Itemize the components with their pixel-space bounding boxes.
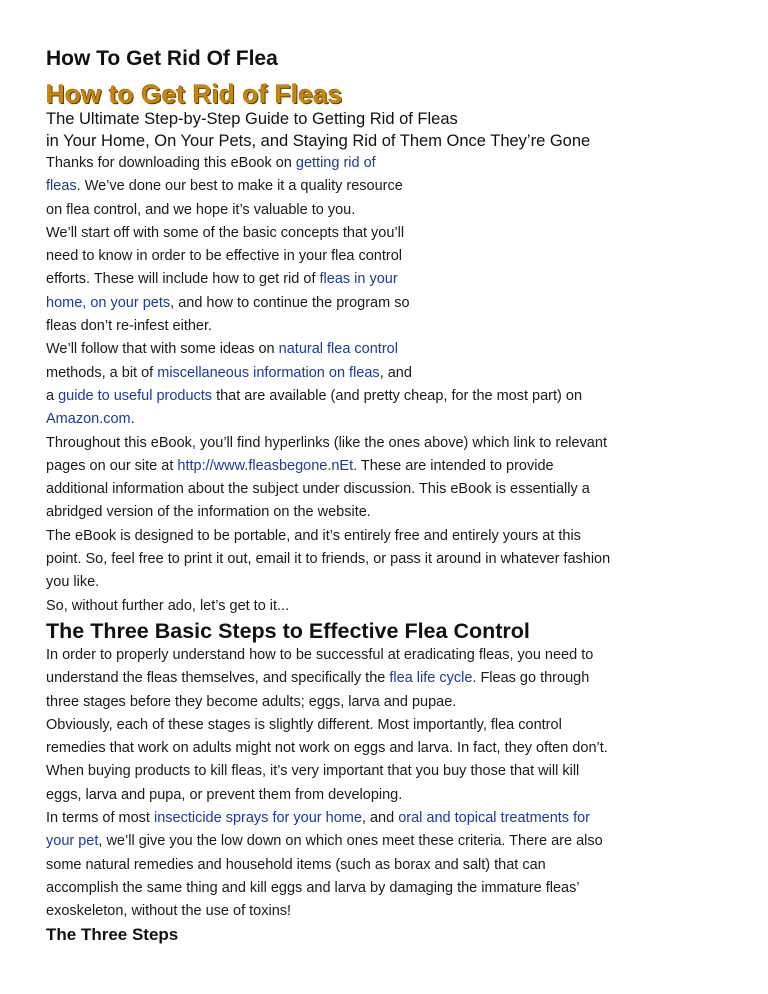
text-span: Thanks for downloading this eBook on — [46, 155, 296, 171]
text-line: eggs, larva and pupa, or prevent them from developing. — [46, 786, 403, 803]
text-line: point. So, feel free to print it out, email it to friends, or pass it around in whatever fashion — [46, 551, 611, 568]
link-misc-info-fleas[interactable]: miscellaneous information on fleas — [157, 364, 380, 381]
text-span: , and how to continue the program so — [170, 294, 410, 311]
ebook-title: How to Get Rid of Fleas — [46, 79, 343, 109]
text-span: that are available (and pretty cheap, for the most part) on — [212, 387, 583, 404]
text-line: abridged version of the information on the website. — [46, 504, 371, 521]
text-line — [46, 338, 746, 361]
three-steps-section — [46, 644, 746, 924]
intro-section — [46, 152, 746, 618]
text-span: . These are intended to provide — [353, 457, 554, 474]
text-line — [46, 292, 746, 315]
text-line — [46, 268, 746, 291]
text-line — [46, 175, 746, 198]
text-line: In order to properly understand how to be successful at eradicating fleas, you need to — [46, 646, 594, 663]
text-span: methods, a bit of — [46, 364, 158, 381]
text-span: In terms of most — [46, 810, 154, 827]
text-span: understand the fleas themselves, and specifically the — [46, 670, 390, 687]
subtitle-line: in Your Home, On Your Pets, and Staying Rid of Them Once They’re Gone — [46, 132, 591, 150]
text-line: exoskeleton, without the use of toxins! — [46, 903, 292, 920]
document-title: How To Get Rid Of Flea — [46, 47, 278, 70]
text-line — [46, 455, 746, 478]
subsection-heading: The Three Steps — [46, 924, 179, 944]
text-span: efforts. These will include how to get rid of — [46, 271, 320, 288]
link-fleasbegone-site[interactable]: http://www.fleasbegone.nEt — [177, 457, 354, 474]
text-span: pages on our site at — [46, 457, 178, 474]
text-line — [46, 830, 746, 853]
text-span: , and — [379, 364, 412, 381]
text-line: three stages before they become adults; eggs, larva and pupae. — [46, 693, 457, 710]
text-line: The eBook is designed to be portable, and it’s entirely free and entirely yours at this — [46, 527, 581, 544]
text-line — [46, 385, 746, 408]
text-line — [46, 362, 746, 385]
document-page — [46, 44, 746, 946]
section-heading: The Three Basic Steps to Effective Flea Control — [46, 618, 530, 643]
subtitle-line: The Ultimate Step-by-Step Guide to Getting Rid of Fleas — [46, 110, 458, 128]
link-amazon[interactable]: Amazon.com — [46, 411, 131, 428]
text-line: additional information about the subject under discussion. This eBook is essentially a — [46, 481, 590, 498]
text-line: remedies that work on adults might not work on eggs and larva. In fact, they often don’t. — [46, 740, 608, 757]
link-getting-rid-of-fleas[interactable]: getting rid of — [295, 155, 376, 171]
text-span: . Fleas go through — [472, 670, 590, 687]
text-span: . — [130, 411, 135, 428]
link-fleas-in-home[interactable]: fleas in your — [319, 271, 398, 288]
text-line — [46, 667, 746, 690]
text-line: When buying products to kill fleas, it’s very important that you buy those that will kill — [46, 763, 580, 780]
text-line: some natural remedies and household items (such as borax and salt) that can — [46, 856, 546, 873]
link-fleas-in-home[interactable]: home, on your pets — [46, 294, 171, 311]
text-span: . We’ve done our best to make it a quality resource — [76, 178, 403, 195]
text-span: , we’ll give you the low down on which ones meet these criteria. There are also — [98, 833, 603, 850]
link-natural-flea-control[interactable]: natural flea control — [278, 341, 398, 358]
text-line — [46, 408, 746, 431]
text-line — [46, 152, 746, 175]
text-span: a — [46, 387, 59, 404]
link-insecticide-sprays[interactable]: insecticide sprays for your home — [153, 810, 362, 827]
link-pet-treatments[interactable]: your pet — [46, 833, 99, 850]
text-line: We’ll start off with some of the basic concepts that you’ll — [46, 224, 405, 241]
link-pet-treatments[interactable]: oral and topical treatments for — [398, 810, 591, 827]
text-line: you like. — [46, 574, 100, 591]
text-line: need to know in order to be effective in your flea control — [46, 248, 403, 265]
text-line: So, without further ado, let’s get to it... — [46, 597, 290, 614]
text-line: on flea control, and we hope it’s valuable to you. — [46, 201, 356, 218]
text-line: Throughout this eBook, you’ll find hyperlinks (like the ones above) which link to relevant — [46, 434, 607, 451]
text-line — [46, 807, 746, 830]
text-line: Obviously, each of these stages is slightly different. Most importantly, flea control — [46, 716, 562, 733]
link-useful-products[interactable]: guide to useful products — [58, 387, 213, 404]
link-flea-life-cycle[interactable]: flea life cycle — [389, 670, 473, 687]
text-line: fleas don’t re-infest either. — [46, 318, 213, 335]
text-span: We’ll follow that with some ideas on — [46, 341, 279, 358]
text-span: , and — [361, 810, 399, 827]
link-getting-rid-of-fleas[interactable]: fleas — [46, 178, 77, 195]
text-line: accomplish the same thing and kill eggs and larva by damaging the immature fleas’ — [46, 879, 580, 896]
